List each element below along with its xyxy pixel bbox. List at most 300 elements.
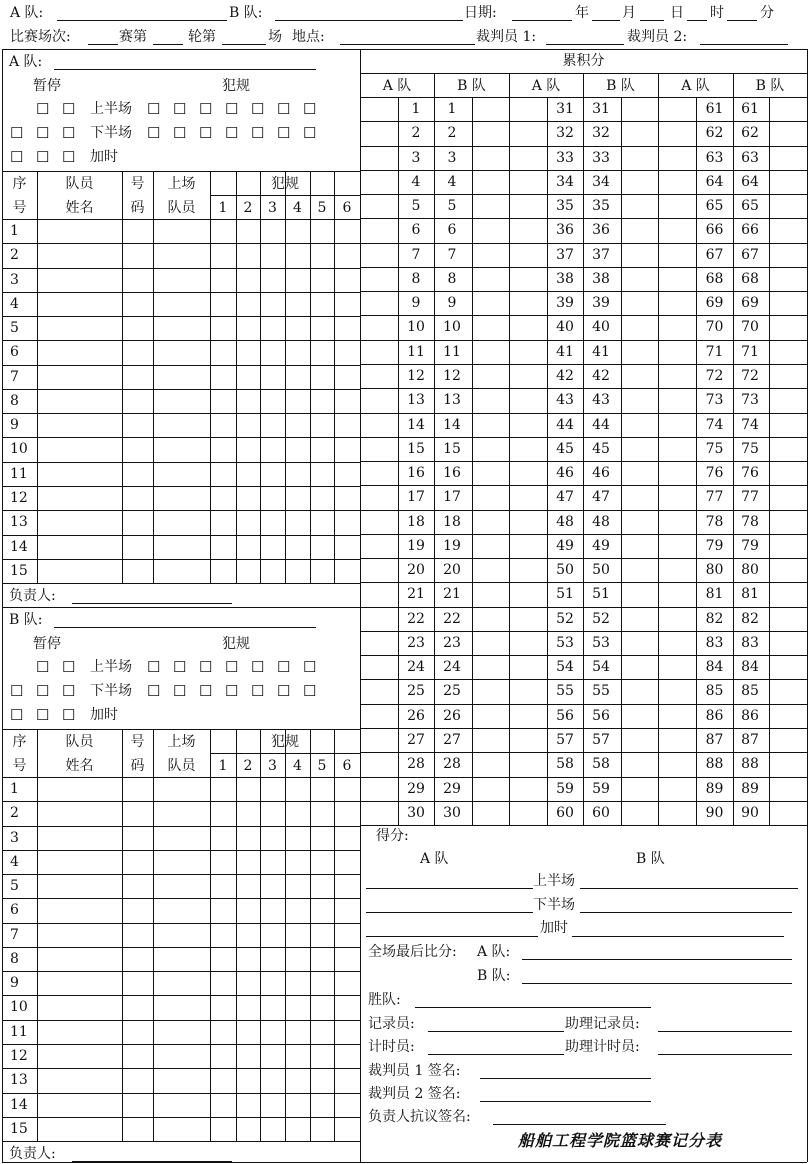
team-a-timeout-checkbox[interactable]: ☐ bbox=[62, 124, 76, 142]
team-b-row-line bbox=[2, 1020, 360, 1021]
team-a-responsible-field[interactable] bbox=[72, 603, 232, 604]
running-score-b-number: 79 bbox=[741, 537, 759, 554]
team-a-foul-checkbox[interactable]: ☐ bbox=[147, 124, 161, 142]
team-a-row-line bbox=[2, 510, 360, 511]
running-score-a-number: 69 bbox=[705, 295, 724, 312]
final-b-field[interactable] bbox=[522, 983, 792, 984]
running-score-b-number: 50 bbox=[592, 562, 610, 579]
team-b-col-line bbox=[210, 729, 211, 1141]
running-score-a-number: 87 bbox=[705, 732, 724, 749]
team-b-head-name: 队员 bbox=[65, 734, 94, 751]
running-score-a-number: 13 bbox=[407, 392, 425, 409]
running-score-a-number: 44 bbox=[556, 416, 574, 433]
team-a-foul-checkbox[interactable]: ☐ bbox=[303, 124, 317, 142]
team-b-name-field[interactable] bbox=[275, 20, 463, 21]
running-score-a-number: 81 bbox=[705, 586, 724, 603]
team-a-timeout-checkbox[interactable]: ☐ bbox=[36, 100, 50, 118]
team-b-foul-checkbox[interactable]: ☐ bbox=[251, 682, 265, 701]
running-score-col-line bbox=[509, 97, 510, 825]
team-b-section-name-field[interactable] bbox=[54, 627, 316, 628]
running-score-a-number: 24 bbox=[407, 659, 425, 676]
team-a-row-number: 9 bbox=[10, 417, 19, 434]
team-b-row-number: 9 bbox=[10, 975, 19, 992]
game-label: 场 bbox=[268, 29, 282, 45]
team-a-head-foul-col: 1 bbox=[218, 200, 228, 216]
team-b-col-line bbox=[153, 729, 154, 1141]
team-a-row-number: 13 bbox=[10, 514, 28, 531]
team-a-timeout-checkbox[interactable]: ☐ bbox=[10, 124, 24, 142]
team-a-row-number: 1 bbox=[10, 223, 19, 239]
running-score-b-number: 56 bbox=[592, 707, 610, 724]
first-half-b-field[interactable] bbox=[580, 888, 798, 889]
running-score-b-number: 66 bbox=[741, 222, 759, 239]
team-b-timeout-checkbox[interactable]: ☐ bbox=[36, 658, 50, 677]
running-score-a-number: 88 bbox=[705, 756, 724, 773]
running-score-b-number: 78 bbox=[741, 513, 759, 530]
venue-field[interactable] bbox=[340, 44, 475, 45]
team-a-row-line bbox=[2, 268, 360, 269]
running-score-b-number: 49 bbox=[592, 537, 610, 554]
team-b-row-number: 14 bbox=[10, 1096, 28, 1113]
team-a-timeout-checkbox[interactable]: ☐ bbox=[62, 100, 76, 118]
running-score-b-number: 57 bbox=[592, 732, 610, 749]
running-score-a-number: 54 bbox=[556, 659, 574, 676]
year-field[interactable] bbox=[512, 20, 572, 21]
recorder-field[interactable] bbox=[428, 1031, 564, 1032]
round-field[interactable] bbox=[153, 44, 183, 45]
running-score-a-number: 62 bbox=[705, 125, 724, 142]
team-b-row-line bbox=[2, 898, 360, 899]
match-no-field[interactable] bbox=[88, 44, 118, 45]
center-divider bbox=[360, 49, 361, 1162]
running-score-header-0: A 队 bbox=[382, 78, 412, 94]
team-b-col-line bbox=[122, 729, 123, 1141]
running-score-row-line bbox=[360, 825, 807, 826]
team-a-foul-checkbox[interactable]: ☐ bbox=[225, 100, 239, 118]
running-score-b-number: 46 bbox=[592, 465, 610, 482]
team-b-foul-checkbox[interactable]: ☐ bbox=[303, 658, 317, 677]
overtime-b-field[interactable] bbox=[572, 936, 784, 937]
team-b-row-number: 3 bbox=[10, 829, 19, 846]
team-b-foul-checkbox[interactable]: ☐ bbox=[251, 658, 265, 677]
team-a-foul-checkbox[interactable]: ☐ bbox=[277, 124, 291, 142]
team-a-foul-checkbox[interactable]: ☐ bbox=[147, 100, 161, 118]
running-score-a-number: 17 bbox=[407, 489, 425, 506]
running-score-a-number: 21 bbox=[407, 586, 425, 603]
running-score-a-number: 5 bbox=[411, 198, 421, 215]
header-team-a-label: A 队: bbox=[10, 5, 44, 21]
venue-label: 地点: bbox=[292, 29, 325, 45]
team-a-period-1: 下半场 bbox=[90, 125, 132, 141]
running-score-col-line bbox=[547, 97, 548, 825]
team-a-row-number: 5 bbox=[10, 320, 19, 337]
team-b-col-line bbox=[236, 729, 237, 1141]
month-field[interactable] bbox=[592, 20, 620, 21]
running-score-b-number: 65 bbox=[741, 198, 759, 215]
team-a-row-number: 15 bbox=[10, 562, 28, 579]
running-score-b-number: 41 bbox=[592, 343, 610, 360]
team-a-foul-checkbox[interactable]: ☐ bbox=[251, 100, 265, 118]
team-b-head-onfield2: 队员 bbox=[167, 758, 196, 775]
team-a-foul-checkbox[interactable]: ☐ bbox=[251, 124, 265, 142]
running-score-a-number: 66 bbox=[705, 222, 724, 239]
team-a-row-line bbox=[2, 365, 360, 366]
running-score-b-number: 58 bbox=[592, 756, 610, 773]
running-score-a-number: 80 bbox=[705, 562, 724, 579]
running-score-header-5: B 队 bbox=[755, 78, 785, 94]
team-b-foul-checkbox[interactable]: ☐ bbox=[173, 682, 187, 701]
team-b-responsible-field[interactable] bbox=[72, 1161, 232, 1162]
match-no-label: 比赛场次: bbox=[10, 29, 71, 45]
team-a-head-onfield: 上场 bbox=[167, 176, 196, 192]
running-score-a-number: 11 bbox=[407, 343, 425, 360]
game-field[interactable] bbox=[222, 44, 266, 45]
team-b-row-number: 1 bbox=[10, 781, 19, 798]
running-score-b-number: 89 bbox=[741, 780, 759, 797]
team-b-row-number: 8 bbox=[10, 950, 19, 967]
team-a-row-number: 8 bbox=[10, 392, 19, 409]
running-score-b-number: 74 bbox=[741, 416, 759, 433]
winner-label: 胜队: bbox=[368, 992, 401, 1008]
running-score-a-number: 39 bbox=[556, 295, 574, 312]
running-score-a-number: 55 bbox=[556, 683, 574, 700]
team-a-name-field[interactable] bbox=[57, 20, 227, 21]
running-score-b-number: 34 bbox=[592, 173, 610, 190]
running-score-col-line bbox=[583, 97, 584, 825]
team-a-bottom bbox=[2, 607, 360, 608]
running-score-a-number: 23 bbox=[407, 634, 425, 651]
team-b-col-line bbox=[37, 729, 38, 1141]
team-b-foul-checkbox[interactable]: ☐ bbox=[173, 658, 187, 677]
team-a-col-line bbox=[334, 171, 335, 583]
running-score-b-number: 84 bbox=[741, 659, 759, 676]
running-score-a-number: 49 bbox=[556, 537, 574, 554]
running-score-b-number: 7 bbox=[447, 246, 457, 263]
team-b-row-number: 11 bbox=[10, 1023, 28, 1040]
team-b-timeout-checkbox[interactable]: ☐ bbox=[36, 682, 50, 701]
team-a-row-number: 4 bbox=[10, 295, 19, 312]
running-score-b-number: 23 bbox=[443, 634, 461, 651]
running-score-b-number: 19 bbox=[443, 537, 461, 554]
team-b-row-number: 10 bbox=[10, 999, 28, 1016]
team-a-col-line bbox=[310, 171, 311, 583]
running-score-a-number: 26 bbox=[407, 707, 425, 724]
running-score-a-number: 9 bbox=[411, 295, 421, 312]
running-score-b-number: 70 bbox=[741, 319, 759, 336]
team-a-section-name-field[interactable] bbox=[54, 69, 316, 70]
match-sai-label: 赛第 bbox=[119, 29, 147, 45]
running-score-col-line bbox=[658, 97, 659, 825]
team-b-timeout-checkbox[interactable]: ☐ bbox=[62, 658, 76, 677]
team-a-head-name2: 姓名 bbox=[65, 200, 94, 216]
team-b-head-foul-col: 6 bbox=[342, 758, 352, 775]
final-a-field[interactable] bbox=[522, 959, 792, 960]
running-score-b-number: 86 bbox=[741, 707, 759, 724]
running-score-a-number: 4 bbox=[411, 173, 421, 190]
running-score-a-number: 45 bbox=[556, 440, 574, 457]
running-score-b-number: 10 bbox=[443, 319, 461, 336]
team-a-head-foul-col: 5 bbox=[317, 200, 327, 216]
team-a-foul-checkbox[interactable]: ☐ bbox=[225, 124, 239, 142]
team-b-head-onfield: 上场 bbox=[167, 734, 196, 751]
team-b-timeout-checkbox[interactable]: ☐ bbox=[36, 706, 50, 725]
team-b-period-2: 加时 bbox=[90, 707, 118, 724]
team-b-timeout-checkbox[interactable]: ☐ bbox=[62, 706, 76, 725]
team-b-row-line bbox=[2, 1117, 360, 1118]
score-second-half-label: 下半场 bbox=[533, 897, 575, 913]
running-score-b-number: 55 bbox=[592, 683, 610, 700]
team-a-row-number: 12 bbox=[10, 489, 28, 506]
running-score-b-number: 37 bbox=[592, 246, 610, 263]
referee2-sign-field[interactable] bbox=[480, 1101, 651, 1102]
protest-sign-label: 负责人抗议签名: bbox=[368, 1109, 471, 1125]
running-score-b-number: 26 bbox=[443, 707, 461, 724]
running-score-b-number: 3 bbox=[447, 149, 457, 166]
running-score-a-number: 59 bbox=[556, 780, 574, 797]
team-a-section-label: A 队: bbox=[9, 54, 43, 70]
team-a-timeout-checkbox[interactable]: ☐ bbox=[36, 124, 50, 142]
team-b-row-line bbox=[2, 1093, 360, 1094]
team-b-timeout-checkbox[interactable]: ☐ bbox=[62, 682, 76, 701]
team-a-row-line bbox=[2, 389, 360, 390]
asst-recorder-label: 助理记录员: bbox=[565, 1016, 640, 1032]
running-score-a-number: 75 bbox=[705, 440, 724, 457]
team-b-foul-checkbox[interactable]: ☐ bbox=[277, 658, 291, 677]
running-score-b-number: 71 bbox=[741, 343, 759, 360]
team-a-row-number: 2 bbox=[10, 247, 19, 264]
running-score-a-number: 90 bbox=[705, 804, 724, 821]
team-b-row-number: 4 bbox=[10, 853, 19, 870]
running-score-a-number: 38 bbox=[556, 270, 574, 287]
running-score-b-number: 62 bbox=[741, 125, 759, 142]
team-a-head-seq: 序 bbox=[12, 176, 27, 192]
running-score-b-number: 76 bbox=[741, 465, 759, 482]
running-score-b-number: 20 bbox=[443, 562, 461, 579]
team-b-row-number: 15 bbox=[10, 1120, 28, 1137]
running-score-a-number: 12 bbox=[407, 367, 425, 384]
running-score-b-number: 85 bbox=[741, 683, 759, 700]
running-score-b-number: 69 bbox=[741, 295, 759, 312]
running-score-b-number: 42 bbox=[592, 367, 610, 384]
running-score-a-number: 72 bbox=[705, 367, 724, 384]
running-score-a-number: 46 bbox=[556, 465, 574, 482]
team-a-col-line bbox=[122, 171, 123, 583]
team-a-timeout-label: 暂停 bbox=[33, 78, 61, 94]
running-score-a-number: 64 bbox=[705, 173, 724, 190]
running-score-a-number: 32 bbox=[556, 125, 574, 142]
team-a-col-line bbox=[37, 171, 38, 583]
running-score-header-col bbox=[658, 73, 659, 97]
team-b-head-foul-col: 3 bbox=[268, 758, 277, 775]
running-score-b-number: 30 bbox=[443, 804, 461, 821]
running-score-b-number: 35 bbox=[592, 198, 610, 215]
running-score-b-number: 90 bbox=[741, 804, 759, 821]
team-b-foul-checkbox[interactable]: ☐ bbox=[147, 682, 161, 701]
running-score-b-number: 73 bbox=[741, 392, 759, 409]
running-score-b-number: 82 bbox=[741, 610, 759, 627]
team-a-col-line bbox=[236, 171, 237, 583]
team-b-row-number: 6 bbox=[10, 902, 19, 919]
running-score-a-number: 30 bbox=[407, 804, 425, 821]
team-b-foul-checkbox[interactable]: ☐ bbox=[225, 658, 239, 677]
team-b-row-line bbox=[2, 1068, 360, 1069]
running-score-b-number: 9 bbox=[447, 295, 457, 312]
running-score-b-number: 88 bbox=[741, 756, 759, 773]
running-score-col-line bbox=[398, 97, 399, 825]
running-score-header-2: A 队 bbox=[531, 78, 561, 94]
team-a-row-number: 14 bbox=[10, 538, 28, 555]
running-score-b-number: 27 bbox=[443, 732, 461, 749]
running-score-b-number: 11 bbox=[443, 343, 461, 360]
running-score-b-number: 45 bbox=[592, 440, 610, 457]
team-a-foul-checkbox[interactable]: ☐ bbox=[173, 100, 187, 118]
timer-label: 计时员: bbox=[368, 1039, 415, 1055]
hour-field[interactable] bbox=[687, 20, 707, 21]
second-half-a-field[interactable] bbox=[366, 912, 533, 913]
running-score-a-number: 78 bbox=[705, 513, 724, 530]
running-score-a-number: 63 bbox=[705, 149, 724, 166]
running-score-header-4: A 队 bbox=[681, 78, 710, 94]
running-score-a-number: 48 bbox=[556, 513, 574, 530]
team-a-row-number: 3 bbox=[10, 271, 19, 288]
timer-field[interactable] bbox=[428, 1054, 564, 1055]
running-score-a-number: 10 bbox=[407, 319, 425, 336]
team-a-foul-checkbox[interactable]: ☐ bbox=[199, 124, 213, 142]
winner-field[interactable] bbox=[415, 1007, 651, 1008]
asst-timer-label: 助理计时员: bbox=[565, 1039, 640, 1055]
running-score-a-number: 74 bbox=[705, 416, 724, 433]
running-score-a-number: 40 bbox=[556, 319, 574, 336]
team-a-timeout-checkbox[interactable]: ☐ bbox=[10, 148, 24, 166]
running-score-b-number: 31 bbox=[592, 101, 610, 117]
running-score-b-number: 39 bbox=[592, 295, 610, 312]
running-score-col-line bbox=[472, 97, 473, 825]
running-score-b-number: 33 bbox=[592, 149, 610, 166]
running-score-a-number: 67 bbox=[705, 246, 724, 263]
team-b-foul-checkbox[interactable]: ☐ bbox=[303, 682, 317, 701]
running-score-b-number: 21 bbox=[443, 586, 461, 603]
team-b-head-num: 号 bbox=[130, 734, 145, 751]
team-a-row-line bbox=[2, 413, 360, 414]
running-score-a-number: 42 bbox=[556, 367, 574, 384]
running-score-a-number: 79 bbox=[705, 537, 724, 554]
running-score-a-number: 43 bbox=[556, 392, 574, 409]
team-b-timeout-checkbox[interactable]: ☐ bbox=[10, 682, 24, 701]
team-a-foul-checkbox[interactable]: ☐ bbox=[173, 124, 187, 142]
running-score-a-number: 31 bbox=[556, 101, 574, 117]
running-score-a-number: 41 bbox=[556, 343, 574, 360]
running-score-b-number: 61 bbox=[741, 101, 759, 117]
running-score-a-number: 71 bbox=[705, 343, 724, 360]
referee1-field[interactable] bbox=[546, 44, 624, 45]
team-a-foul-checkbox[interactable]: ☐ bbox=[277, 100, 291, 118]
team-a-row-line bbox=[2, 559, 360, 560]
recorder-label: 记录员: bbox=[368, 1016, 415, 1032]
day-field[interactable] bbox=[640, 20, 664, 21]
team-a-head-num: 号 bbox=[130, 176, 145, 192]
team-a-row-number: 7 bbox=[10, 368, 19, 385]
team-b-col-line bbox=[260, 729, 261, 1141]
running-score-a-number: 14 bbox=[407, 416, 425, 433]
asst-timer-field[interactable] bbox=[658, 1054, 792, 1055]
running-score-b-number: 53 bbox=[592, 634, 610, 651]
team-a-row-line bbox=[2, 316, 360, 317]
second-half-b-field[interactable] bbox=[580, 912, 792, 913]
score-title: 得分: bbox=[376, 828, 409, 844]
team-a-timeout-checkbox[interactable]: ☐ bbox=[36, 148, 50, 166]
running-score-a-number: 29 bbox=[407, 780, 425, 797]
team-a-col-line bbox=[153, 171, 154, 583]
running-score-a-number: 68 bbox=[705, 270, 724, 287]
score-team-a-label: A 队 bbox=[420, 851, 449, 867]
final-score-b-label: B 队: bbox=[477, 968, 511, 984]
first-half-a-field[interactable] bbox=[366, 888, 533, 889]
team-b-head-foul-col: 5 bbox=[317, 758, 327, 775]
team-b-foul-checkbox[interactable]: ☐ bbox=[199, 682, 213, 701]
running-score-a-number: 85 bbox=[705, 683, 724, 700]
running-score-col-line bbox=[434, 97, 435, 825]
overtime-a-field[interactable] bbox=[366, 936, 538, 937]
team-b-foul-checkbox[interactable]: ☐ bbox=[277, 682, 291, 701]
team-a-period-0: 上半场 bbox=[90, 101, 132, 117]
running-score-a-number: 36 bbox=[556, 222, 574, 239]
team-b-row-line bbox=[2, 947, 360, 948]
team-b-timeout-checkbox[interactable]: ☐ bbox=[10, 706, 24, 725]
team-a-table-top bbox=[2, 171, 360, 172]
team-a-row-line bbox=[2, 243, 360, 244]
team-b-head-foul-col: 1 bbox=[218, 758, 228, 775]
running-score-a-number: 53 bbox=[556, 634, 574, 651]
team-a-foul-checkbox[interactable]: ☐ bbox=[199, 100, 213, 118]
running-score-b-number: 36 bbox=[592, 222, 610, 239]
minute-label: 分 bbox=[760, 5, 774, 21]
team-b-timeout-label: 暂停 bbox=[33, 636, 61, 653]
team-b-head-foul-col: 4 bbox=[293, 758, 302, 775]
team-a-timeout-checkbox[interactable]: ☐ bbox=[62, 148, 76, 166]
team-b-foul-checkbox[interactable]: ☐ bbox=[199, 658, 213, 677]
running-score-b-number: 54 bbox=[592, 659, 610, 676]
team-a-foul-label: 犯规 bbox=[222, 78, 250, 94]
referee2-field[interactable] bbox=[700, 44, 788, 45]
hour-label: 时 bbox=[710, 5, 724, 21]
score-team-b-label: B 队 bbox=[636, 851, 665, 867]
team-b-col-line bbox=[334, 729, 335, 1141]
team-b-foul-checkbox[interactable]: ☐ bbox=[147, 658, 161, 677]
running-score-a-number: 52 bbox=[556, 610, 574, 627]
running-score-b-number: 38 bbox=[592, 270, 610, 287]
running-score-a-number: 58 bbox=[556, 756, 574, 773]
referee2-sign-label: 裁判员 2 签名: bbox=[368, 1086, 461, 1102]
team-b-responsible-label: 负责人: bbox=[9, 1146, 56, 1163]
team-b-foul-checkbox[interactable]: ☐ bbox=[225, 682, 239, 701]
asst-recorder-field[interactable] bbox=[658, 1031, 792, 1032]
team-a-foul-checkbox[interactable]: ☐ bbox=[303, 100, 317, 118]
team-a-row-line bbox=[2, 583, 360, 584]
running-score-a-number: 2 bbox=[411, 125, 421, 142]
running-score-a-number: 28 bbox=[407, 756, 425, 773]
team-b-col-line bbox=[285, 729, 286, 1141]
team-b-row-line bbox=[2, 826, 360, 827]
protest-sign-field[interactable] bbox=[493, 1124, 666, 1125]
minute-field[interactable] bbox=[727, 20, 757, 21]
running-score-a-number: 20 bbox=[407, 562, 425, 579]
running-score-a-number: 25 bbox=[407, 683, 425, 700]
team-a-head-foul-col: 2 bbox=[243, 200, 253, 216]
running-score-header-col bbox=[509, 73, 510, 97]
running-score-b-number: 6 bbox=[447, 222, 457, 239]
running-score-b-number: 4 bbox=[447, 173, 457, 190]
referee1-sign-field[interactable] bbox=[480, 1078, 651, 1079]
